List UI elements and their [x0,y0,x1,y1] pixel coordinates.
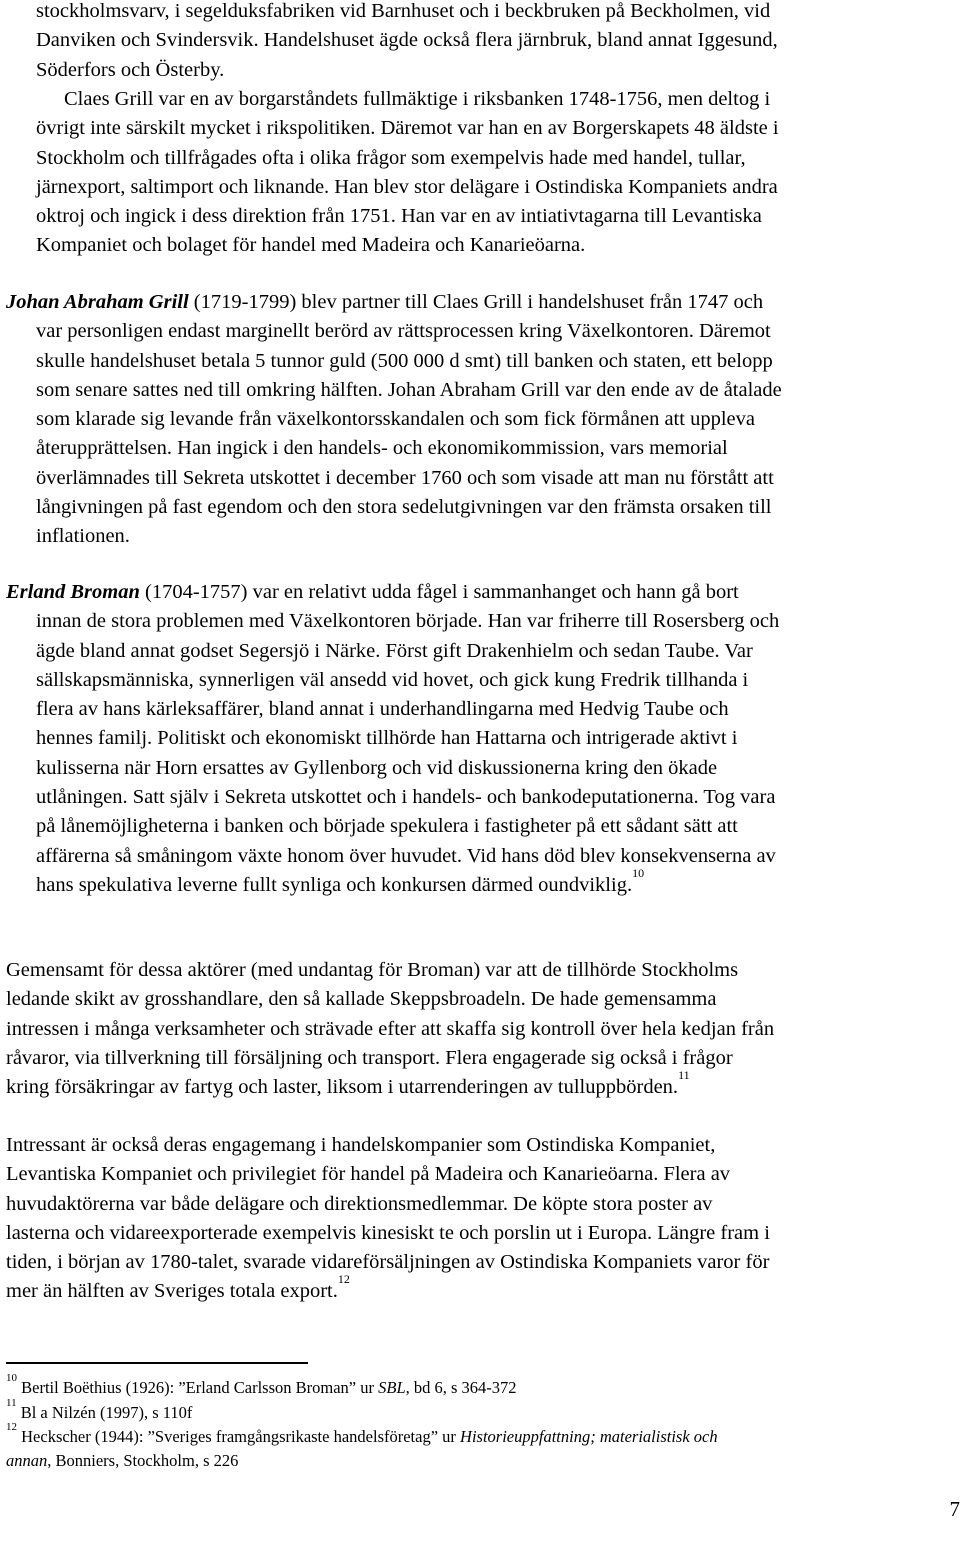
person-name: Johan Abraham Grill [6,291,189,313]
footnote-text: Heckscher (1944): ”Sveriges framgångsrikaste handelsföretag” ur [17,1427,461,1446]
text-line: oktroj och ingick i dess direktion från 1751. Han var en av intiativtagarna till Levantiska [36,205,762,228]
text-line: Gemensamt för dessa aktörer (med undantag för Broman) var att de tillhörde Stockholms [6,959,739,981]
text-line [6,578,954,607]
text-line: kulisserna när Horn ersattes av Gyllenborg och vid diskussionerna kring den ökade [36,756,718,779]
text-line [6,1272,954,1306]
text-line: ägde bland annat godset Segersjö i Närke. Först gift Drakenhielm och sedan Taube. Var [36,639,753,662]
text-line: lasterna och vidareexporterade exempelvis kinesiskt te och porslin ut i Europa. Längre fram i [6,1221,770,1244]
text-line: hennes familj. Politiskt och ekonomiskt tillhörde han Hattarna och intrigerade aktivt i [36,727,738,750]
footnote-italic: annan [6,1451,48,1470]
footnote-ref[interactable]: 12 [337,1272,350,1287]
footnote-text: Bertil Boëthius (1926): ”Erland Carlsson Broman” ur [17,1378,379,1397]
footnote-italic: SBL [378,1378,406,1397]
text-line: som klarade sig levande från växelkontorsskandalen och som fick förmånen att uppleva [36,408,755,431]
footnote-10 [6,1372,517,1400]
text-run: mer än hälften av Sveriges totala export. [6,1280,338,1303]
text-run: hans spekulativa leverne fullt synliga och konkursen därmed oundviklig. [36,873,633,896]
text-line: intressen i många verksamheter och strävade efter att skaffa sig kontroll över hela kedjan från [6,1017,775,1040]
footnote-ref[interactable]: 11 [678,1068,690,1083]
paragraph-1 [6,0,954,85]
text-line: skulle handelshuset betala 5 tunnor guld (500 000 d smt) till banken och staten, ett belopp [36,349,773,372]
text-line: övrigt inte särskilt mycket i rikspolitiken. Däremot var han en av Borgerskapets 48 äldste i [36,117,779,140]
text-run: kring försäkringar av fartyg och laster, liksom i utarrenderingen av tulluppbörden. [6,1076,679,1099]
paragraph-2 [6,85,954,261]
text-line: tiden, i början av 1780-talet, svarade vidareförsäljningen av Ostindiska Kompaniets varor för [6,1251,770,1274]
person-name: Erland Broman [6,581,140,603]
paragraph-johan-abraham-grill [6,288,954,552]
footnote-italic: Historieuppfattning; materialistisk och [460,1427,718,1446]
text-line: som senare sattes ned till omkring hälften. Johan Abraham Grill var den ende av de åtalade [36,378,782,401]
text-line [6,865,954,900]
text-line: råvaror, via tillverkning till försäljning och transport. Flera engagerade sig också i frågor [6,1046,733,1069]
text-line: inflationen. [36,525,130,548]
footnote-number: 10 [6,1372,17,1384]
text-line: Claes Grill var en av borgarståndets fullmäktige i riksbanken 1748-1756, men deltog i [64,88,771,110]
text-run: (1719-1799) blev partner till Claes Grill i handelshuset från 1747 och [188,291,764,313]
footnote-number: 11 [6,1397,17,1409]
text-line: återupprättelsen. Han ingick i den handels- och ekonomikommission, vars memorial [36,437,728,460]
footnote-12 [6,1421,718,1449]
text-line: Levantiska Kompaniet och privilegiet för handel på Madeira och Kanarieöarna. Flera av [6,1163,731,1186]
paragraph-6 [6,1131,954,1307]
text-run: (1704-1757) var en relativt udda fågel i sammanhanget och hann gå bort [139,581,739,603]
paragraph-erland-broman [6,578,954,900]
text-line: sällskapsmänniska, synnerligen väl ansedd vid hovet, och gick kung Fredrik tillhanda i [36,668,749,691]
text-line: flera av hans kärleksaffärer, bland annat i underhandlingarna med Hedvig Taube och [36,698,729,721]
text-line: innan de stora problemen med Växelkontoren började. Han var friherre till Rosersberg och [36,610,780,633]
text-line [6,1068,954,1102]
footnote-text: Bl a Nilzén (1997), s 110f [16,1403,193,1422]
text-line: affärerna så småningom växte honom över huvudet. Vid hans död blev konsekvenserna av [36,844,776,867]
page-number: 7 [949,1497,960,1521]
text-line: utlåningen. Satt själv i Sekreta utskottet och i handels- och bankodeputationerna. Tog vara [36,786,776,809]
text-line [6,288,954,317]
footnote-11 [6,1397,193,1425]
text-line: långivningen på fast egendom och den stora sedelutgivningen var den främsta orsaken till [36,496,772,519]
text-line: ledande skikt av grosshandlare, den så kallade Skeppsbroadeln. De hade gemensamma [6,988,717,1011]
text-line: överlämnades till Sekreta utskottet i december 1760 och som visade att man nu förstått att [36,466,774,489]
text-line: huvudaktörerna var både delägare och direktionsmedlemmar. De köpte stora poster av [6,1192,713,1215]
text-line: Intressant är också deras engagemang i handelskompanier som Ostindiska Kompaniet, [6,1134,716,1156]
text-line: på lånemöjligheterna i banken och började spekulera i fastigheter på ett sådant sätt att [36,815,738,838]
footnote-ref[interactable]: 10 [632,865,645,880]
footnote-separator [6,1362,308,1364]
text-line: Stockholm och tillfrågades ofta i olika frågor som exempelvis hade med handel, tullar, [36,146,746,169]
text-line: stockholmsvarv, i segelduksfabriken vid Barnhuset och i beckbruken på Beckholmen, vid [36,0,771,22]
paragraph-5 [6,956,954,1102]
text-line: var personligen endast marginellt berörd av rättsprocessen kring Växelkontoren. Däremot [36,320,771,343]
text-line: Söderfors och Österby. [36,58,225,81]
footnote-number: 12 [6,1421,17,1433]
text-line: järnexport, saltimport och liknande. Han blev stor delägare i Ostindiska Kompaniets andra [36,175,778,198]
text-line: Danviken och Svindersvik. Handelshuset ägde också flera järnbruk, bland annat Iggesund, [36,29,778,52]
footnote-text: , bd 6, s 364-372 [405,1378,517,1397]
footnote-text: , Bonniers, Stockholm, s 226 [47,1451,239,1470]
footnote-12-continued [6,1448,238,1473]
text-line: Kompaniet och bolaget för handel med Madeira och Kanarieöarna. [36,234,586,257]
